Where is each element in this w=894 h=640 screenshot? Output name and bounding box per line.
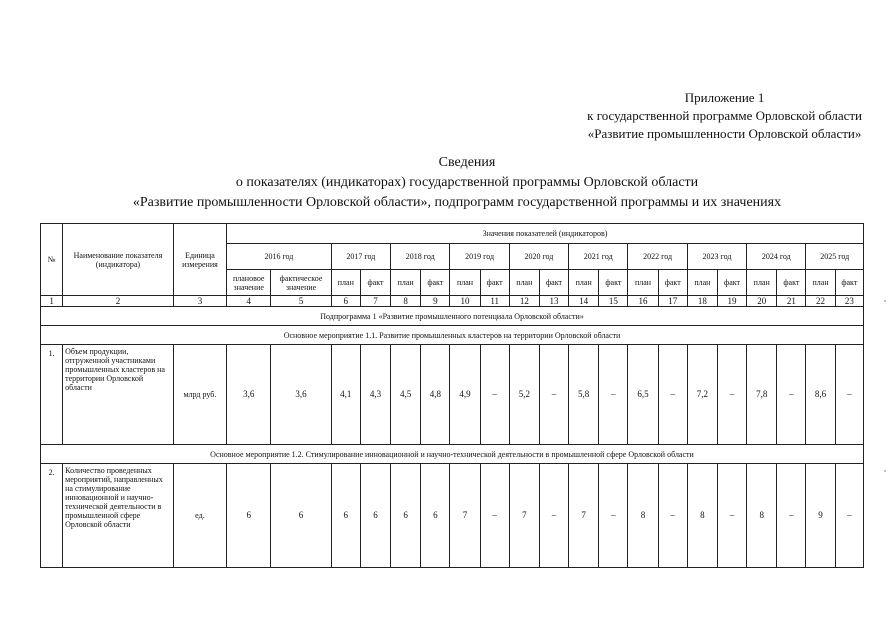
indicator-name: Объем продукции, отгруженной участниками промышленных кластеров на территории Орловской области bbox=[63, 345, 174, 445]
value-cell: 6 bbox=[360, 464, 390, 568]
table-row bbox=[41, 345, 864, 445]
value-cell: 5,8 bbox=[569, 345, 599, 445]
value-cell: 7 bbox=[450, 464, 480, 568]
year-header: 2017 год bbox=[331, 244, 390, 270]
value-cell: 6 bbox=[391, 464, 421, 568]
value-cell: 3,6 bbox=[271, 345, 331, 445]
column-index: 8 bbox=[391, 296, 421, 307]
measure-row-1: Основное мероприятие 1.1. Развитие промышленных кластеров на территории Орловской области bbox=[41, 326, 864, 345]
column-index: 4 bbox=[227, 296, 271, 307]
year-header: 2018 год bbox=[391, 244, 450, 270]
value-cell: 6 bbox=[331, 464, 360, 568]
value-cell: 3,6 bbox=[227, 345, 271, 445]
value-cell: – bbox=[599, 345, 628, 445]
value-cell: – bbox=[480, 345, 509, 445]
year-header: 2019 год bbox=[450, 244, 509, 270]
value-cell: 4,8 bbox=[421, 345, 450, 445]
column-index: 6 bbox=[331, 296, 360, 307]
column-index: 14 bbox=[569, 296, 599, 307]
subprogram-row: Подпрограмма 1 «Развитие промышленного потенциала Орловской области» bbox=[41, 307, 864, 326]
table-row bbox=[41, 464, 864, 568]
column-index: 3 bbox=[173, 296, 226, 307]
year-header: 2020 год bbox=[509, 244, 568, 270]
heading-title: Сведения bbox=[438, 155, 496, 170]
column-index: 21 bbox=[777, 296, 806, 307]
value-cell: 9 bbox=[806, 464, 835, 568]
column-index: 9 bbox=[421, 296, 450, 307]
column-index: 22 bbox=[806, 296, 835, 307]
year-header: 2024 год bbox=[747, 244, 806, 270]
col-header-name: Наименование показателя (индикатора) bbox=[63, 224, 174, 296]
column-index: 15 bbox=[599, 296, 628, 307]
subheader-plan: план bbox=[450, 270, 480, 296]
value-cell: 6 bbox=[421, 464, 450, 568]
year-header: 2022 год bbox=[628, 244, 687, 270]
column-index: 7 bbox=[360, 296, 390, 307]
column-index: 23 bbox=[835, 296, 863, 307]
appendix-line-2: к государственной программе Орловской области bbox=[587, 108, 862, 123]
subheader-fact: факт bbox=[835, 270, 863, 296]
column-index: 11 bbox=[480, 296, 509, 307]
subheader-plan: план bbox=[747, 270, 777, 296]
value-cell: 4,1 bbox=[331, 345, 360, 445]
column-index: 20 bbox=[747, 296, 777, 307]
value-cell: – bbox=[835, 464, 863, 568]
value-cell: – bbox=[658, 345, 687, 445]
scan-speck bbox=[884, 300, 886, 302]
value-cell: 7,2 bbox=[687, 345, 717, 445]
value-cell: – bbox=[658, 464, 687, 568]
subheader-fact: факт bbox=[421, 270, 450, 296]
subheader-plan: план bbox=[687, 270, 717, 296]
value-cell: 6 bbox=[227, 464, 271, 568]
appendix-line-3: «Развитие промышленности Орловской области» bbox=[587, 126, 862, 141]
value-cell: 8,6 bbox=[806, 345, 835, 445]
value-cell: 6 bbox=[271, 464, 331, 568]
value-cell: – bbox=[480, 464, 509, 568]
subheader-plan: план bbox=[569, 270, 599, 296]
year-header: 2016 год bbox=[227, 244, 332, 270]
subheader-planned-value: плановое значение bbox=[227, 270, 271, 296]
subheader-fact: факт bbox=[480, 270, 509, 296]
document-heading bbox=[0, 153, 894, 213]
column-index: 16 bbox=[628, 296, 658, 307]
col-header-unit: Единица измерения bbox=[173, 224, 226, 296]
heading-line-3: «Развитие промышленности Орловской области», подпрограмм государственной программы и их значениях bbox=[132, 195, 782, 210]
column-index: 2 bbox=[63, 296, 174, 307]
value-cell: 4,5 bbox=[391, 345, 421, 445]
value-cell: 7 bbox=[569, 464, 599, 568]
value-cell: – bbox=[777, 464, 806, 568]
column-index: 1 bbox=[41, 296, 63, 307]
indicators-table bbox=[40, 223, 864, 568]
value-cell: – bbox=[717, 345, 746, 445]
indicator-name: Количество проведенных мероприятий, направленных на стимулирование инновационной и научно-технической деятельности в промышленной сфере Орловской области bbox=[63, 464, 174, 568]
subheader-fact: факт bbox=[658, 270, 687, 296]
column-index-row bbox=[41, 296, 864, 307]
row-number: 1. bbox=[41, 345, 63, 445]
subheader-fact: факт bbox=[717, 270, 746, 296]
value-cell: 5,2 bbox=[509, 345, 539, 445]
value-cell: – bbox=[539, 464, 568, 568]
column-index: 19 bbox=[717, 296, 746, 307]
subheader-plan: план bbox=[628, 270, 658, 296]
value-cell: 8 bbox=[687, 464, 717, 568]
scan-speck bbox=[884, 470, 886, 472]
subheader-plan: план bbox=[391, 270, 421, 296]
subheader-fact: факт bbox=[360, 270, 390, 296]
column-index: 18 bbox=[687, 296, 717, 307]
year-header: 2021 год bbox=[569, 244, 628, 270]
appendix-line-1: Приложение 1 bbox=[684, 90, 765, 105]
value-cell: – bbox=[539, 345, 568, 445]
value-cell: – bbox=[599, 464, 628, 568]
value-cell: – bbox=[717, 464, 746, 568]
value-cell: – bbox=[835, 345, 863, 445]
appendix-block bbox=[587, 89, 862, 143]
heading-line-2: о показателях (индикаторах) государственной программы Орловской области bbox=[235, 175, 699, 190]
value-cell: 4,3 bbox=[360, 345, 390, 445]
subheader-plan: план bbox=[806, 270, 835, 296]
subheader-fact: факт bbox=[599, 270, 628, 296]
measure-row-2: Основное мероприятие 1.2. Стимулирование инновационной и научно-технической деятельности в промышленной сфере Орловской области bbox=[41, 445, 864, 464]
unit-cell: ед. bbox=[173, 464, 226, 568]
column-index: 17 bbox=[658, 296, 687, 307]
value-cell: 4,9 bbox=[450, 345, 480, 445]
subheader-plan: план bbox=[331, 270, 360, 296]
row-number: 2. bbox=[41, 464, 63, 568]
unit-cell: млрд руб. bbox=[173, 345, 226, 445]
value-cell: 7,8 bbox=[747, 345, 777, 445]
col-header-values: Значения показателей (индикаторов) bbox=[227, 224, 864, 244]
column-index: 12 bbox=[509, 296, 539, 307]
subheader-fact: факт bbox=[777, 270, 806, 296]
value-cell: 7 bbox=[509, 464, 539, 568]
value-cell: 6,5 bbox=[628, 345, 658, 445]
year-header: 2025 год bbox=[806, 244, 864, 270]
col-header-no: № bbox=[41, 224, 63, 296]
column-index: 10 bbox=[450, 296, 480, 307]
column-index: 5 bbox=[271, 296, 331, 307]
column-index: 13 bbox=[539, 296, 568, 307]
value-cell: 8 bbox=[747, 464, 777, 568]
value-cell: 8 bbox=[628, 464, 658, 568]
year-header: 2023 год bbox=[687, 244, 746, 270]
subheader-fact: факт bbox=[539, 270, 568, 296]
value-cell: – bbox=[777, 345, 806, 445]
subheader-plan: план bbox=[509, 270, 539, 296]
subheader-actual-value: фактическое значение bbox=[271, 270, 331, 296]
